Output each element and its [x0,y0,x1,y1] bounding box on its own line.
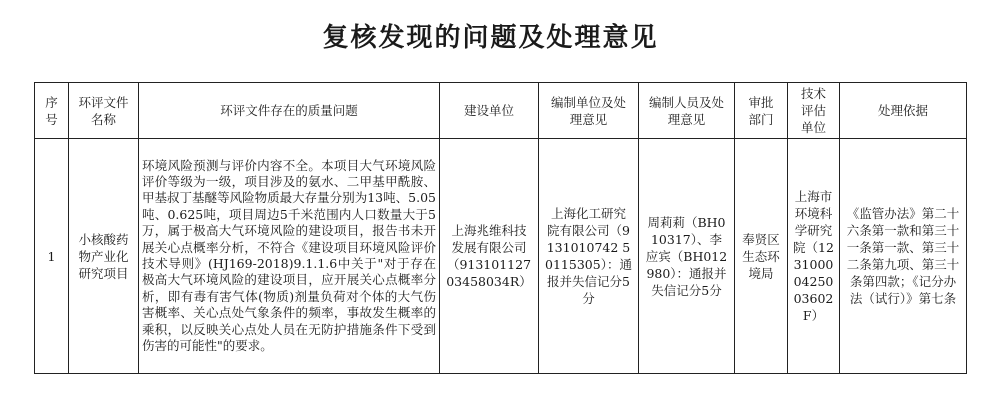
header-compiler-unit: 编制单位及处理意见 [539,83,639,139]
cell-problem: 环境风险预测与评价内容不全。本项目大气环境风险评价等级为一级，项目涉及的氨水、二甲基甲酰胺、甲基叔丁基醚等风险物质最大存量分别为13吨、5.05吨、0.625吨，项目周边5千米范围内人口数量大于5万，属于极高大气环境风险的建设项目，报告书未开展关心点概率分析，不符合《建设项目环境风险评价技术导则》(HJ169-2018)9.1.1.6中关于"对于存在极高大气环境风险的建设项目，应开展关心点概率分析，即有毒有害气体(物质)剂量负荷对个体的大气伤害概率、关心点处气象条件的频率，事故发生概率的乘积，以反映关心点处人员在无防护措施条件下受到伤害的可能性"的要求。 [139,139,440,374]
cell-compiler-person: 周莉莉（BH010317）、李应宾（BH012980）：通报并失信记分5分 [639,139,735,374]
header-problem: 环评文件存在的质量问题 [139,83,440,139]
header-builder: 建设单位 [440,83,539,139]
header-doc-name: 环评文件名称 [69,83,139,139]
cell-doc-name: 小核酸药物产业化研究项目 [69,139,139,374]
cell-index: 1 [35,139,69,374]
cell-compiler-unit: 上海化工研究院有限公司（9131010742 50115305）：通报并失信记分5分 [539,139,639,374]
page-title: 复核发现的问题及处理意见 [322,23,659,53]
header-approval-dept: 审批部门 [735,83,788,139]
table-header-row [35,83,967,139]
header-tech-eval-unit: 技术评估单位 [788,83,840,139]
cell-tech-eval-unit: 上海市环境科学研究院（12310000425003602F） [788,139,840,374]
cell-approval-dept: 奉贤区生态环境局 [735,139,788,374]
cell-builder: 上海兆维科技发展有限公司（91310112703458034R） [440,139,539,374]
cell-basis: 《监管办法》第二十六条第一款和第三十一条第一款、第三十二条第九项、第三十条第四款；《记分办法（试行）》第七条 [840,139,967,374]
table-row [35,139,967,374]
header-compiler-person: 编制人员及处理意见 [639,83,735,139]
issue-table [34,82,967,374]
header-basis: 处理依据 [840,83,967,139]
header-index: 序号 [35,83,69,139]
